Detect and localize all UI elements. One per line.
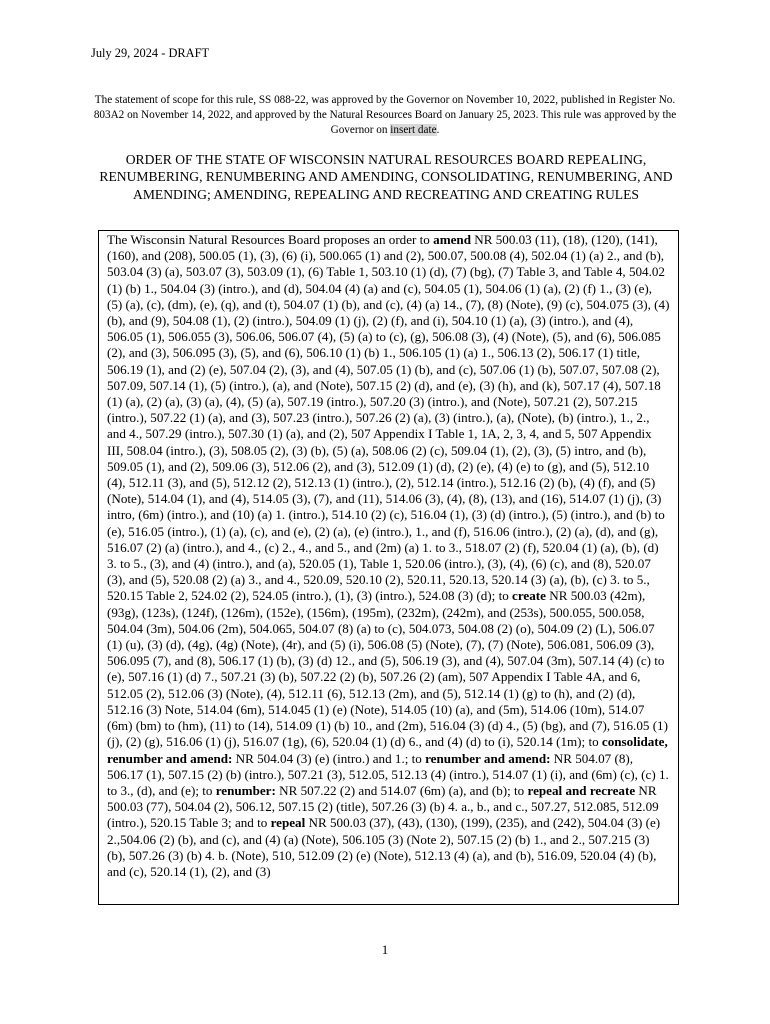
order-analysis-box — [98, 230, 679, 905]
keyword-amend: amend — [433, 232, 471, 247]
renumber-amend-list: NR 504.07 (8), 506.17 (1), 507.15 (2) (b) (intro.), 507.21 (3), 512.05, 512.13 (4) (intro.), 514.07 (1) (i), and (6m) (c), (c) 1. to 3., (d), and (e); to — [107, 750, 669, 798]
insert-date-placeholder: insert date — [390, 124, 437, 136]
order-intro: The Wisconsin Natural Resources Board proposes an order to — [107, 232, 434, 247]
consolidate-list: NR 504.04 (3) (e) (intro.) and 1.; to — [232, 750, 426, 766]
order-body-text — [107, 232, 670, 880]
keyword-repeal: repeal — [270, 815, 306, 831]
keyword-renumber-amend: renumber and amend: — [425, 750, 551, 766]
keyword-renumber: renumber: — [215, 782, 276, 798]
create-list: NR 500.03 (42m), (93g), (123s), (124f), (126m), (152e), (156m), (195m), (232m), (242m), and (253s), 500.055, 500.058, 504.04 (3m), 504.06 (2m), 504.065, 504.07 (8) (a) to (c), 504.073, 504.08 (2) (o), 504.09 (2) (L), 506.07 (1) (u), (3) (d), (4g), (4g) (Note), (4r), and (5) (i), 506.08 (5) (Note), (7), (7) (Note), 506.081, 506.09 (3), 506.095 (7), and (8), 506.17 (1) (b), (3) (d) 12., and (5), 506.19 (3), and (4), 507.04 (3m), 507.14 (4) (c) to (e), 507.16 (1) (d) 7., 507.21 (3) (b), 507.22 (2) (b), 507.26 (2) (am), 507 Appendix I Table 4A, and 6, 512.05 (2), 512.06 (3) (Note), (4), 512.11 (6), 512.13 (2m), and (5), 512.14 (1) (g) to (h), and (2) (d), 512.16 (3) Note, 514.04 (6m), 514.045 (1) (e) (Note), 514.05 (10) (a), and (5m), 514.06 (10m), 514.07 (6m) (bm) to (hm), (11) to (14), 514.09 (1) (b) 10., and (2m), 516.04 (3) (d) 4., (5) (bg), and (7), 516.05 (1) (j), (2) (g), 516.06 (1) (j), 516.07 (1g), (6), 520.04 (1) (d) 6., and (4) (d) to (i), 520.14 (1m); to — [107, 588, 668, 750]
keyword-create: create — [512, 588, 546, 604]
renumber-list: NR 507.22 (2) and 514.07 (6m) (a), and (b); to — [275, 782, 528, 798]
scope-text: The statement of scope for this rule, SS 088-22, was approved by the Governor on November 10, 2022, published in Register No. 803A2 on November 14, 2022, and approved by the Natural Resources Board on January 25, 2023. This rule was approved by the Governor on — [93, 94, 677, 136]
keyword-repeal-recreate: repeal and recreate — [527, 782, 636, 798]
keyword-consolidate: consolidate, renumber and amend: — [107, 734, 668, 766]
draft-date: July 29, 2024 - DRAFT — [91, 46, 210, 60]
page-number: 1 — [381, 942, 389, 957]
order-title: ORDER OF THE STATE OF WISCONSIN NATURAL RESOURCES BOARD REPEALING, RENUMBERING, RENUMBERING AND AMENDING, CONSOLIDATING, RENUMBERING, AND AMENDING; AMENDING, REPEALING AND RECREATING AND CREATING RULES — [99, 152, 673, 202]
repeal-list: NR 500.03 (37), (43), (130), (199), (235), and (242), 504.04 (3) (e) 2.,504.06 (2) (b), and (c), and (4) (a) (Note), 506.105 (3) (Note 2), 507.15 (2) (b) 1., and 2., 507.215 (3) (b), 507.26 (3) (b) 4. b. (Note), 510, 512.09 (2) (e) (Note), 512.13 (4) (a), and (b), 516.09, 520.04 (4) (b), and (c), 520.14 (1), (2), and (3) — [107, 815, 661, 879]
scope-end: . — [436, 124, 440, 136]
repeal-recreate-list: NR 500.03 (77), 504.04 (2), 506.12, 507.15 (2) (title), 507.26 (3) (b) 4. a., b., and c., 507.27, 512.085, 512.09 (intro.), 520.15 Table 3; and to — [107, 782, 659, 831]
amend-list: NR 500.03 (11), (18), (120), (141), (160), and (208), 500.05 (1), (3), (6) (i), 500.065 (1) and (2), 500.07, 500.08 (4), 502.04 (1) (a) 2., and (b), 503.04 (3) (a), 503.07 (3), 503.09 (1), (6) Table 1, 503.10 (1) (d), (7) (bg), (7) Table 3, and Table 4, 504.02 (1) (b) 1., 504.04 (3) (intro.), and (d), 504.04 (4) (a) and (c), 504.05 (1), 504.06 (1) (a), (2) (f) 1., (3) (e), (5) (a), (c), (dm), (e), (q), and (t), 504.07 (1) (b), and (c), (4) (a) 14., (7), (8) (Note), (9) (c), 504.075 (3), (4) (b), and (9), 504.08 (1), (2) (intro.), 504.09 (1) (j), (2) (f), and (i), 504.10 (1) (a), (3) (intro.), and (4), 506.05 (1), 506.055 (3), 506.06, 506.07 (4), (5) (a) to (c), (g), 506.08 (3), (4) (Note), (5), and (6), 506.085 (2), and (3), 506.095 (3), (5), and (6), 506.10 (1) (b) 1., 506.105 (1) (a) 1., 506.13 (2), 506.17 (1) title, 506.19 (1), and (2) (e), 507.04 (2), (3), and (4), 507.05 (1) (b), and (c), 507.06 (1) (b), 507.07, 507.08 (2), 507.09, 507.14 (1), (5) (intro.), (a), and (Note), 507.15 (2) (d), and (e), (3) (h), and (k), 507.17 (4), 507.18 (1) (a), (2) (a), (3) (a), (4), (5) (a), 507.19 (intro.), 507.20 (3) (intro.), and (Note), 507.21 (2), 507.215 (intro.), 507.22 (1) (a), and (3), 507.23 (intro.), 507.26 (2) (a), (3) (intro.), (a), (Note), (b) (intro.), 1., 2., and 4., 507.29 (intro.), 507.30 (1) (a), and (2), 507 Appendix I Table 1, 1A, 2, 3, 4, and 5, 507 Appendix III, 508.04 (intro.), (3), 508.05 (2), (3) (b), (5) (a), 508.06 (2) (c), 509.04 (1), (2), (3), (5) intro, and (b), 509.05 (1), and (2), 509.06 (3), 512.06 (2), and (3), 512.09 (1) (d), (2) (e), (4) (e) to (g), and (5), 512.10 (4), 512.11 (3), and (5), 512.12 (2), 512.13 (1) (intro.), (2), 512.14 (intro.), 512.16 (2) (b), (4) (f), and (5) (Note), 514.04 (1), and (4), 514.05 (3), (7), and (11), 514.06 (3), (4), (8), (13), and (16), 514.07 (1) (j), (3) intro, (6m) (intro.), and (10) (a) 1. (intro.), 514.10 (2) (c), 516.04 (1), (3) (d) (intro.), (5) (intro.), and (b) to (e), 516.05 (intro.), (1) (a), (c), and (e), (2) (a), (e) (intro.), 1., and (f), 516.06 (intro.), (2) (a), (d), and (g), 516.07 (2) (a) (intro.), and 4., (c) 2., 4., and 5., and (2m) (a) 1. to 3., 518.07 (2) (f), 520.04 (1) (a), (b), (d) 3. to 5., (3), and (4) (intro.), and (a), 520.05 (1), Table 1, 520.06 (intro.), (3), (4), (6) (c), and (8), 520.07 (3), and (5), 520.08 (2) (a) 3., and 4., 520.09, 520.10 (2), 520.11, 520.13, 520.14 (3) (a), (b), (c) 3. to 5., 520.15 Table 2, 524.02 (2), 524.05 (intro.), (1), (3) (intro.), 524.08 (3) (d); to — [107, 232, 670, 604]
scope-statement — [88, 93, 682, 138]
